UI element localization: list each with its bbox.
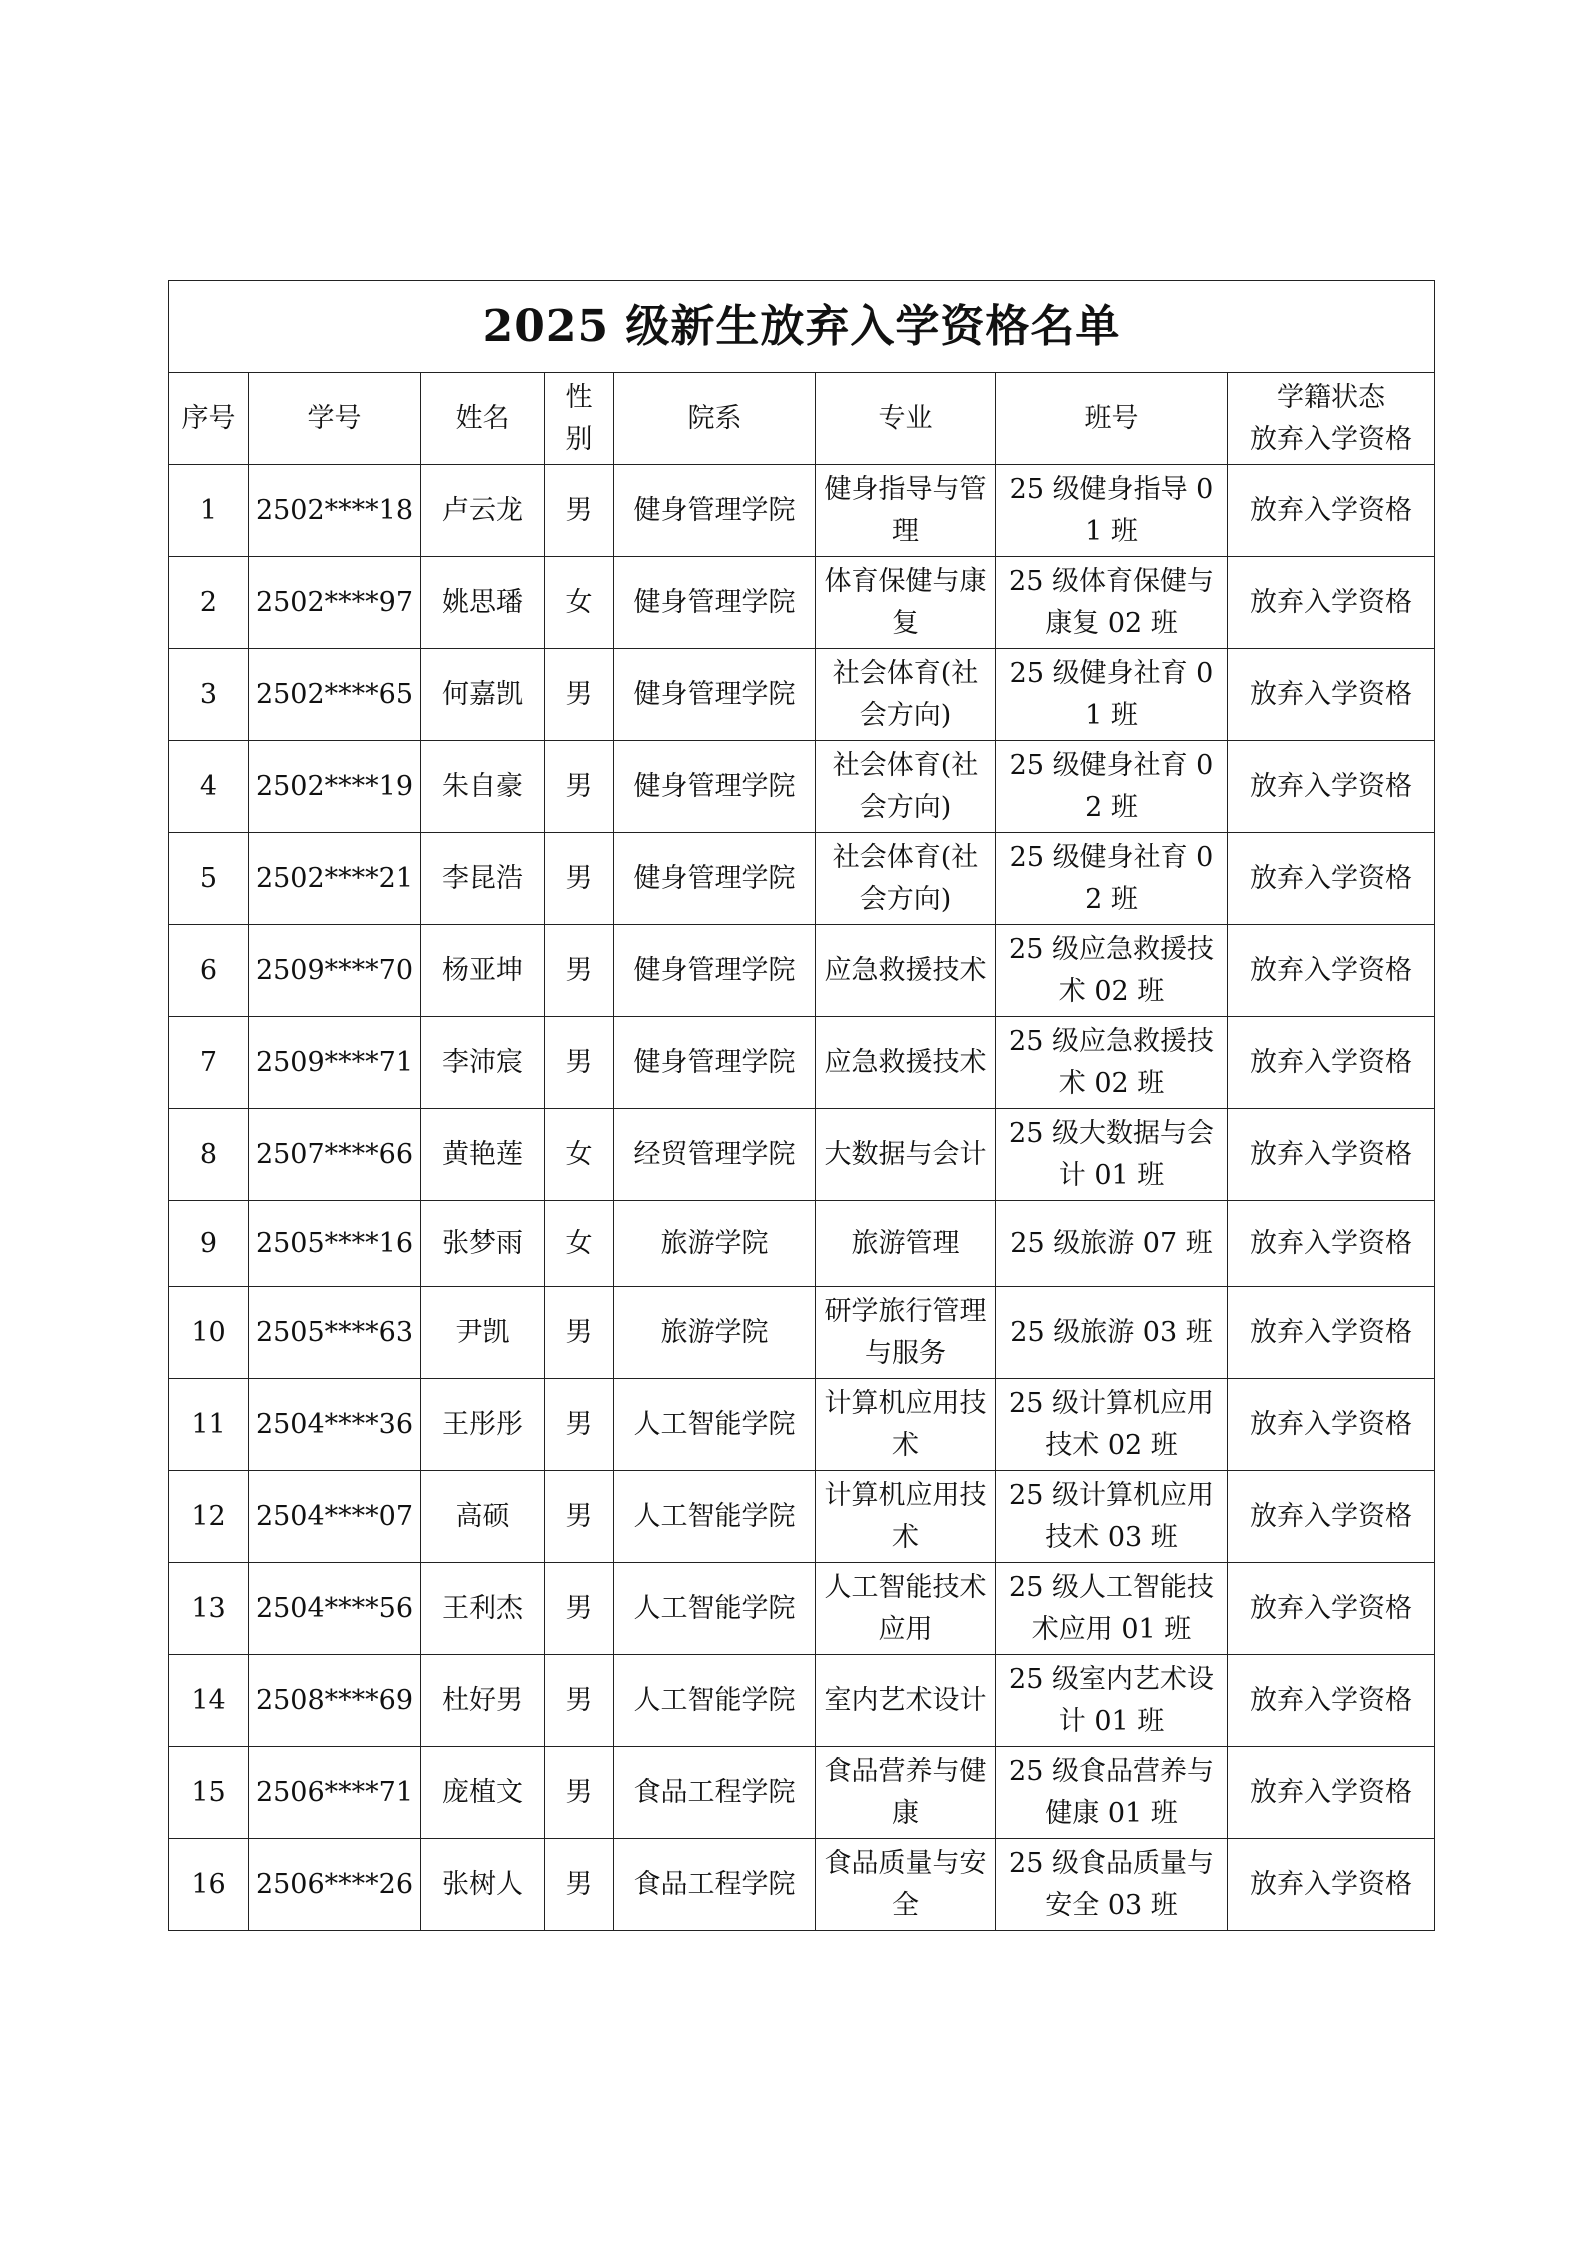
table-header-row xyxy=(169,373,1435,465)
cell-student-id-text: 2505****63 xyxy=(255,1316,414,1348)
header-index: 序号 xyxy=(169,373,249,465)
cell-department xyxy=(614,649,816,741)
cell-major xyxy=(816,649,996,741)
table-row xyxy=(169,925,1435,1017)
cell-class-text: 25 级大数据与会计 01 班 xyxy=(1009,1117,1214,1191)
cell-index-text: 1 xyxy=(199,494,218,526)
cell-department-text: 健身管理学院 xyxy=(633,494,796,526)
table-row xyxy=(169,1379,1435,1471)
table-row xyxy=(169,465,1435,557)
cell-status xyxy=(1228,1747,1435,1839)
cell-status-text: 放弃入学资格 xyxy=(1250,1138,1413,1170)
cell-name xyxy=(421,649,545,741)
cell-class xyxy=(996,1747,1228,1839)
cell-class xyxy=(996,465,1228,557)
cell-name xyxy=(421,1471,545,1563)
cell-index-text: 4 xyxy=(199,770,218,802)
cell-student-id xyxy=(249,1109,421,1201)
cell-gender xyxy=(545,465,614,557)
cell-index xyxy=(169,741,249,833)
cell-major xyxy=(816,1563,996,1655)
cell-major xyxy=(816,1379,996,1471)
cell-status-text: 放弃入学资格 xyxy=(1250,770,1413,802)
cell-index xyxy=(169,1379,249,1471)
cell-student-id xyxy=(249,1201,421,1287)
cell-index-text: 9 xyxy=(199,1227,218,1259)
cell-major xyxy=(816,557,996,649)
cell-name-text: 朱自豪 xyxy=(442,770,523,802)
roster-table xyxy=(168,280,1435,1931)
cell-class-text: 25 级健身社育 01 班 xyxy=(1009,657,1214,731)
table-row xyxy=(169,557,1435,649)
cell-department xyxy=(614,833,816,925)
cell-major-text: 社会体育(社会方向) xyxy=(832,657,979,731)
cell-status xyxy=(1228,1471,1435,1563)
header-gender-label: 性别 xyxy=(565,381,593,455)
table-body xyxy=(169,465,1435,1931)
cell-class xyxy=(996,925,1228,1017)
cell-gender-text: 男 xyxy=(565,1408,593,1440)
cell-name xyxy=(421,1563,545,1655)
cell-gender-text: 女 xyxy=(565,1138,593,1170)
cell-name-text: 卢云龙 xyxy=(442,494,523,526)
cell-name-text: 高硕 xyxy=(455,1500,510,1532)
cell-status xyxy=(1228,1655,1435,1747)
table-row xyxy=(169,1839,1435,1931)
cell-gender xyxy=(545,925,614,1017)
cell-name xyxy=(421,1109,545,1201)
header-department: 院系 xyxy=(614,373,816,465)
cell-name xyxy=(421,925,545,1017)
header-status xyxy=(1228,373,1435,465)
cell-name-text: 李昆浩 xyxy=(442,862,523,894)
cell-name xyxy=(421,1655,545,1747)
cell-status-text: 放弃入学资格 xyxy=(1250,1684,1413,1716)
cell-gender-text: 男 xyxy=(565,1316,593,1348)
cell-student-id-text: 2504****36 xyxy=(255,1408,414,1440)
cell-class xyxy=(996,741,1228,833)
cell-major xyxy=(816,1109,996,1201)
cell-name-text: 庞植文 xyxy=(442,1776,523,1808)
cell-gender-text: 男 xyxy=(565,954,593,986)
cell-department xyxy=(614,1839,816,1931)
cell-index xyxy=(169,1747,249,1839)
cell-name-text: 杨亚坤 xyxy=(442,954,523,986)
cell-major-text: 食品质量与安全 xyxy=(824,1847,987,1921)
table-row xyxy=(169,741,1435,833)
table-row xyxy=(169,1563,1435,1655)
cell-index-text: 8 xyxy=(199,1138,218,1170)
cell-name-text: 何嘉凯 xyxy=(442,678,523,710)
cell-major xyxy=(816,925,996,1017)
cell-class xyxy=(996,1287,1228,1379)
cell-class xyxy=(996,1017,1228,1109)
cell-class-text: 25 级计算机应用技术 02 班 xyxy=(1009,1387,1214,1461)
cell-major xyxy=(816,741,996,833)
cell-class-text: 25 级室内艺术设计 01 班 xyxy=(1009,1663,1214,1737)
cell-status xyxy=(1228,833,1435,925)
cell-major-text: 研学旅行管理与服务 xyxy=(824,1295,987,1369)
cell-class-text: 25 级体育保健与康复 02 班 xyxy=(1009,565,1214,639)
cell-status-text: 放弃入学资格 xyxy=(1250,862,1413,894)
cell-name-text: 李沛宸 xyxy=(442,1046,523,1078)
table-row xyxy=(169,1201,1435,1287)
cell-department xyxy=(614,1471,816,1563)
cell-class-text: 25 级人工智能技术应用 01 班 xyxy=(1009,1571,1214,1645)
cell-index-text: 13 xyxy=(191,1592,226,1624)
cell-student-id-text: 2502****19 xyxy=(255,770,414,802)
cell-department-text: 人工智能学院 xyxy=(633,1500,796,1532)
cell-department xyxy=(614,465,816,557)
table-row xyxy=(169,1747,1435,1839)
cell-student-id xyxy=(249,1471,421,1563)
cell-index xyxy=(169,1655,249,1747)
cell-class-text: 25 级应急救援技术 02 班 xyxy=(1009,1025,1214,1099)
cell-major-text: 社会体育(社会方向) xyxy=(832,749,979,823)
cell-major-text: 人工智能技术应用 xyxy=(824,1571,987,1645)
cell-class xyxy=(996,833,1228,925)
cell-department xyxy=(614,1201,816,1287)
header-student-id: 学号 xyxy=(249,373,421,465)
cell-student-id-text: 2509****70 xyxy=(255,954,414,986)
cell-name xyxy=(421,1287,545,1379)
cell-student-id xyxy=(249,741,421,833)
cell-class-text: 25 级旅游 07 班 xyxy=(1010,1227,1213,1259)
cell-student-id-text: 2502****65 xyxy=(255,678,414,710)
cell-status xyxy=(1228,649,1435,741)
cell-department-text: 人工智能学院 xyxy=(633,1592,796,1624)
cell-major xyxy=(816,1287,996,1379)
table-row xyxy=(169,833,1435,925)
cell-index xyxy=(169,1287,249,1379)
cell-department xyxy=(614,1017,816,1109)
cell-status xyxy=(1228,1839,1435,1931)
header-status-line1: 学籍状态 xyxy=(1277,381,1386,413)
cell-major-text: 应急救援技术 xyxy=(824,1046,987,1078)
cell-department-text: 健身管理学院 xyxy=(633,770,796,802)
cell-gender xyxy=(545,1201,614,1287)
cell-index-text: 3 xyxy=(199,678,218,710)
cell-major xyxy=(816,1747,996,1839)
cell-status-text: 放弃入学资格 xyxy=(1250,586,1413,618)
cell-class xyxy=(996,1839,1228,1931)
cell-major xyxy=(816,833,996,925)
table-row xyxy=(169,1109,1435,1201)
header-gender xyxy=(545,373,614,465)
cell-gender xyxy=(545,1109,614,1201)
cell-class xyxy=(996,1471,1228,1563)
cell-index-text: 7 xyxy=(199,1046,218,1078)
cell-name xyxy=(421,1839,545,1931)
cell-department xyxy=(614,925,816,1017)
cell-name-text: 杜好男 xyxy=(442,1684,523,1716)
cell-class xyxy=(996,1201,1228,1287)
cell-major xyxy=(816,465,996,557)
cell-department-text: 旅游学院 xyxy=(660,1227,769,1259)
cell-name-text: 王利杰 xyxy=(442,1592,523,1624)
cell-student-id xyxy=(249,557,421,649)
cell-major-text: 计算机应用技术 xyxy=(824,1387,987,1461)
cell-major xyxy=(816,1201,996,1287)
cell-gender-text: 女 xyxy=(565,1227,593,1259)
cell-student-id xyxy=(249,1655,421,1747)
cell-status xyxy=(1228,1563,1435,1655)
cell-gender xyxy=(545,649,614,741)
cell-department-text: 健身管理学院 xyxy=(633,862,796,894)
cell-name-text: 张梦雨 xyxy=(442,1227,523,1259)
cell-department-text: 人工智能学院 xyxy=(633,1408,796,1440)
table-row xyxy=(169,1655,1435,1747)
cell-major-text: 健身指导与管理 xyxy=(824,473,987,547)
cell-status xyxy=(1228,925,1435,1017)
cell-major-text: 计算机应用技术 xyxy=(824,1479,987,1553)
cell-gender xyxy=(545,1017,614,1109)
cell-gender-text: 男 xyxy=(565,1592,593,1624)
cell-major-text: 社会体育(社会方向) xyxy=(832,841,979,915)
cell-gender-text: 男 xyxy=(565,1046,593,1078)
cell-department-text: 健身管理学院 xyxy=(633,678,796,710)
cell-major xyxy=(816,1839,996,1931)
cell-student-id xyxy=(249,1287,421,1379)
cell-student-id-text: 2502****21 xyxy=(255,862,414,894)
cell-gender xyxy=(545,1379,614,1471)
cell-name xyxy=(421,557,545,649)
cell-index xyxy=(169,1109,249,1201)
table-row xyxy=(169,1471,1435,1563)
cell-major xyxy=(816,1471,996,1563)
cell-department xyxy=(614,1655,816,1747)
cell-index xyxy=(169,1839,249,1931)
cell-status-text: 放弃入学资格 xyxy=(1250,1500,1413,1532)
cell-student-id-text: 2506****71 xyxy=(255,1776,414,1808)
cell-department xyxy=(614,557,816,649)
cell-name-text: 王彤彤 xyxy=(442,1408,523,1440)
header-name: 姓名 xyxy=(421,373,545,465)
cell-index xyxy=(169,1471,249,1563)
cell-status xyxy=(1228,1379,1435,1471)
cell-gender-text: 男 xyxy=(565,494,593,526)
cell-student-id xyxy=(249,925,421,1017)
cell-student-id-text: 2502****18 xyxy=(255,494,414,526)
cell-gender xyxy=(545,1563,614,1655)
cell-class-text: 25 级食品营养与健康 01 班 xyxy=(1009,1755,1214,1829)
cell-status xyxy=(1228,465,1435,557)
cell-index-text: 14 xyxy=(191,1684,226,1716)
cell-student-id-text: 2507****66 xyxy=(255,1138,414,1170)
cell-student-id xyxy=(249,1379,421,1471)
cell-gender xyxy=(545,1471,614,1563)
cell-status-text: 放弃入学资格 xyxy=(1250,1868,1413,1900)
cell-department-text: 健身管理学院 xyxy=(633,586,796,618)
cell-name xyxy=(421,741,545,833)
table-row xyxy=(169,1287,1435,1379)
cell-gender xyxy=(545,1287,614,1379)
cell-name-text: 黄艳莲 xyxy=(442,1138,523,1170)
cell-class-text: 25 级应急救援技术 02 班 xyxy=(1009,933,1214,1007)
cell-gender xyxy=(545,1839,614,1931)
cell-class-text: 25 级健身社育 02 班 xyxy=(1009,841,1214,915)
cell-index xyxy=(169,1201,249,1287)
cell-status xyxy=(1228,1287,1435,1379)
cell-status xyxy=(1228,741,1435,833)
cell-index xyxy=(169,649,249,741)
cell-department xyxy=(614,1109,816,1201)
cell-index xyxy=(169,1017,249,1109)
cell-major-text: 大数据与会计 xyxy=(824,1138,987,1170)
cell-index xyxy=(169,465,249,557)
cell-gender xyxy=(545,741,614,833)
cell-gender-text: 女 xyxy=(565,586,593,618)
cell-student-id-text: 2504****07 xyxy=(255,1500,414,1532)
cell-index-text: 2 xyxy=(199,586,218,618)
cell-index-text: 11 xyxy=(191,1408,226,1440)
cell-status-text: 放弃入学资格 xyxy=(1250,494,1413,526)
cell-class xyxy=(996,1109,1228,1201)
cell-gender-text: 男 xyxy=(565,770,593,802)
cell-status xyxy=(1228,1109,1435,1201)
cell-class-text: 25 级旅游 03 班 xyxy=(1010,1316,1213,1348)
cell-department xyxy=(614,1747,816,1839)
cell-class-text: 25 级健身指导 01 班 xyxy=(1009,473,1214,547)
cell-status xyxy=(1228,557,1435,649)
cell-student-id xyxy=(249,1563,421,1655)
table-row xyxy=(169,649,1435,741)
cell-status-text: 放弃入学资格 xyxy=(1250,954,1413,986)
cell-major-text: 应急救援技术 xyxy=(824,954,987,986)
cell-gender xyxy=(545,557,614,649)
cell-major xyxy=(816,1017,996,1109)
header-status-line2: 放弃入学资格 xyxy=(1250,423,1413,455)
header-major: 专业 xyxy=(816,373,996,465)
table-row xyxy=(169,1017,1435,1109)
cell-name xyxy=(421,1379,545,1471)
cell-major-text: 室内艺术设计 xyxy=(824,1684,987,1716)
cell-department-text: 旅游学院 xyxy=(660,1316,769,1348)
cell-department-text: 经贸管理学院 xyxy=(633,1138,796,1170)
cell-department-text: 健身管理学院 xyxy=(633,1046,796,1078)
cell-department xyxy=(614,1287,816,1379)
cell-index-text: 10 xyxy=(191,1316,226,1348)
cell-gender-text: 男 xyxy=(565,1868,593,1900)
cell-student-id-text: 2504****56 xyxy=(255,1592,414,1624)
cell-class xyxy=(996,557,1228,649)
cell-status-text: 放弃入学资格 xyxy=(1250,1408,1413,1440)
cell-name xyxy=(421,1017,545,1109)
cell-status xyxy=(1228,1017,1435,1109)
cell-gender-text: 男 xyxy=(565,1776,593,1808)
cell-student-id-text: 2508****69 xyxy=(255,1684,414,1716)
cell-status xyxy=(1228,1201,1435,1287)
cell-gender-text: 男 xyxy=(565,1684,593,1716)
cell-name-text: 张树人 xyxy=(442,1868,523,1900)
cell-name xyxy=(421,1201,545,1287)
cell-student-id-text: 2502****97 xyxy=(255,586,414,618)
cell-index-text: 6 xyxy=(199,954,218,986)
cell-gender-text: 男 xyxy=(565,678,593,710)
cell-index xyxy=(169,833,249,925)
cell-name xyxy=(421,1747,545,1839)
cell-department-text: 食品工程学院 xyxy=(633,1776,796,1808)
cell-status-text: 放弃入学资格 xyxy=(1250,1227,1413,1259)
cell-status-text: 放弃入学资格 xyxy=(1250,1776,1413,1808)
cell-student-id xyxy=(249,649,421,741)
cell-index xyxy=(169,557,249,649)
cell-student-id xyxy=(249,1839,421,1931)
cell-status-text: 放弃入学资格 xyxy=(1250,1592,1413,1624)
cell-gender xyxy=(545,833,614,925)
cell-index xyxy=(169,1563,249,1655)
cell-student-id-text: 2505****16 xyxy=(255,1227,414,1259)
cell-status-text: 放弃入学资格 xyxy=(1250,678,1413,710)
header-class: 班号 xyxy=(996,373,1228,465)
cell-index-text: 5 xyxy=(199,862,218,894)
cell-department xyxy=(614,1563,816,1655)
cell-status-text: 放弃入学资格 xyxy=(1250,1046,1413,1078)
cell-index xyxy=(169,925,249,1017)
cell-class xyxy=(996,1563,1228,1655)
cell-class xyxy=(996,1379,1228,1471)
cell-major-text: 食品营养与健康 xyxy=(824,1755,987,1829)
cell-class-text: 25 级健身社育 02 班 xyxy=(1009,749,1214,823)
cell-department-text: 健身管理学院 xyxy=(633,954,796,986)
cell-major-text: 旅游管理 xyxy=(851,1227,960,1259)
cell-student-id xyxy=(249,465,421,557)
cell-gender-text: 男 xyxy=(565,1500,593,1532)
cell-department xyxy=(614,741,816,833)
cell-status-text: 放弃入学资格 xyxy=(1250,1316,1413,1348)
document-sheet xyxy=(168,280,1434,1931)
cell-index-text: 15 xyxy=(191,1776,226,1808)
cell-gender-text: 男 xyxy=(565,862,593,894)
cell-name xyxy=(421,465,545,557)
cell-name xyxy=(421,833,545,925)
cell-name-text: 姚思璠 xyxy=(442,586,523,618)
cell-major xyxy=(816,1655,996,1747)
cell-major-text: 体育保健与康复 xyxy=(824,565,987,639)
cell-class xyxy=(996,1655,1228,1747)
cell-gender xyxy=(545,1655,614,1747)
document-title: 2025 级新生放弃入学资格名单 xyxy=(169,281,1435,373)
cell-department-text: 人工智能学院 xyxy=(633,1684,796,1716)
cell-student-id xyxy=(249,1017,421,1109)
cell-index-text: 16 xyxy=(191,1868,226,1900)
cell-student-id-text: 2509****71 xyxy=(255,1046,414,1078)
cell-department-text: 食品工程学院 xyxy=(633,1868,796,1900)
cell-student-id-text: 2506****26 xyxy=(255,1868,414,1900)
cell-class-text: 25 级食品质量与安全 03 班 xyxy=(1009,1847,1214,1921)
cell-index-text: 12 xyxy=(191,1500,226,1532)
cell-student-id xyxy=(249,833,421,925)
cell-gender xyxy=(545,1747,614,1839)
cell-class-text: 25 级计算机应用技术 03 班 xyxy=(1009,1479,1214,1553)
cell-student-id xyxy=(249,1747,421,1839)
cell-class xyxy=(996,649,1228,741)
cell-department xyxy=(614,1379,816,1471)
cell-name-text: 尹凯 xyxy=(455,1316,510,1348)
